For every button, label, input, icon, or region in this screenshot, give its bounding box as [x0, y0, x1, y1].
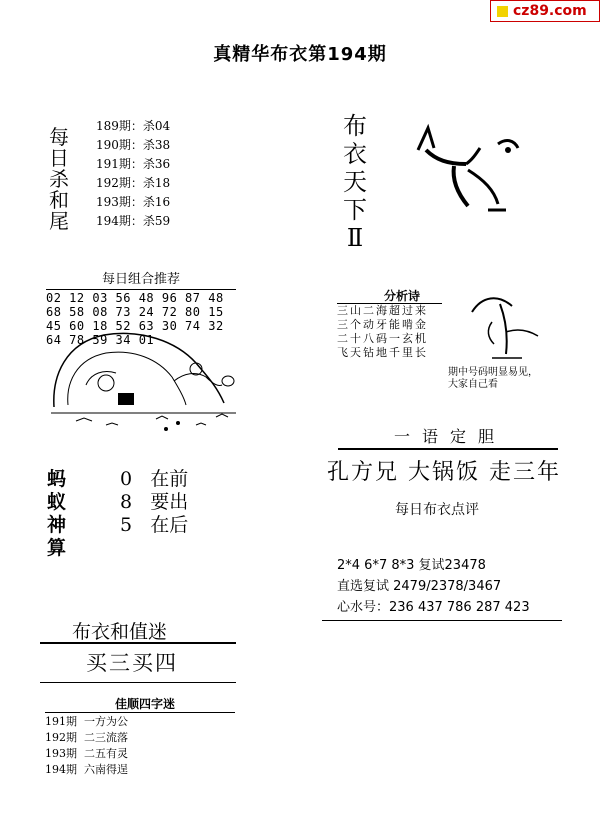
poem-note-line: 期中号码明显易见，	[448, 367, 538, 378]
snail-list	[120, 468, 188, 537]
daily-kill-list	[96, 117, 170, 231]
divider	[45, 712, 235, 713]
riddle-text: 一方为公	[84, 715, 128, 728]
vertical-char: 尾	[49, 209, 69, 233]
picks-line: 直选复试 2479/2378/3467	[337, 579, 502, 594]
poem-line: 飞天钻地千里长	[337, 346, 428, 359]
vertical-char: 下	[343, 196, 367, 224]
plant-sketch-illustration	[462, 292, 552, 367]
ink-figure-illustration	[408, 120, 528, 216]
list-item	[120, 514, 188, 537]
picks-section	[337, 555, 530, 618]
poem-title: 分析诗	[383, 289, 420, 303]
combo-line: 45 60 18 52 63 30 74 32	[46, 319, 224, 333]
logo-square-icon	[497, 6, 508, 17]
vertical-char: 杀	[49, 167, 69, 191]
vertical-char: Ⅱ	[346, 224, 364, 252]
vertical-char: 衣	[343, 140, 367, 168]
list-item: 189期：杀04	[96, 119, 171, 133]
vertical-char: 和	[49, 188, 69, 212]
buyi-tianxia-label	[340, 112, 370, 252]
divider	[40, 682, 236, 683]
divider	[322, 620, 562, 621]
list-item: 192期：杀18	[96, 176, 171, 190]
list-item: 191期：杀36	[96, 157, 171, 171]
hezhi-answer: 买三买四	[86, 651, 178, 675]
combo-line: 68 58 08 73 24 72 80 15	[46, 305, 224, 319]
list-item	[120, 468, 188, 491]
list-item	[120, 491, 188, 514]
list-item	[45, 746, 128, 762]
snail-text: 要出	[150, 491, 189, 513]
poem-line: 三个动牙能啃金	[337, 318, 428, 331]
divider	[338, 448, 558, 450]
combo-line: 64 78 59 34 01	[46, 333, 155, 347]
list-item: 194期：杀59	[96, 214, 171, 228]
vertical-char: 蚁	[47, 491, 67, 513]
period-label: 192期	[45, 731, 77, 744]
watermark-text: cz89.com	[513, 3, 587, 19]
snail-number: 5	[120, 514, 133, 536]
four-char-title: 佳顺四字迷	[114, 697, 175, 711]
poem-note	[448, 367, 538, 391]
poem-line: 三山二海超过来	[337, 304, 428, 317]
poem-note-line: 大家自己看	[448, 379, 498, 390]
list-item: 190期：杀38	[96, 138, 171, 152]
daily-kill-vertical-label	[48, 127, 70, 232]
one-word-line: 孔方兄 大锅饭 走三年	[327, 460, 561, 485]
period-label: 194期	[45, 763, 77, 776]
vertical-char: 日	[49, 146, 69, 170]
vertical-char: 天	[343, 168, 367, 196]
riddle-text: 二五有灵	[84, 747, 128, 760]
snail-text: 在后	[150, 514, 189, 536]
daily-review-title: 每日布衣点评	[395, 502, 479, 518]
vertical-char: 蚂	[47, 468, 67, 490]
watermark-logo	[490, 0, 600, 22]
snail-number: 0	[120, 468, 133, 490]
combo-title: 每日组合推荐	[101, 272, 180, 287]
poem-lines	[337, 303, 442, 360]
riddle-text: 二三流落	[84, 731, 128, 744]
one-word-title: 一语定胆	[393, 427, 506, 446]
vertical-char: 算	[47, 537, 67, 559]
snail-vertical-label	[47, 468, 71, 559]
snail-text: 在前	[150, 468, 189, 490]
list-item	[45, 730, 128, 746]
picks-line: 2*4 6*7 8*3 复试23478	[337, 558, 486, 573]
page-title: 真精华布衣第194期	[213, 44, 387, 65]
vertical-char: 神	[47, 514, 67, 536]
poem-line: 二十八码一玄机	[337, 332, 428, 345]
list-item	[45, 714, 128, 730]
four-char-list	[45, 714, 128, 778]
cave-illustration	[46, 325, 246, 435]
vertical-char: 布	[343, 112, 367, 140]
list-item: 193期：杀16	[96, 195, 171, 209]
period-label: 193期	[45, 747, 77, 760]
hezhi-title: 布衣和值迷	[72, 621, 168, 643]
riddle-text: 六南得逞	[84, 763, 128, 776]
divider	[40, 642, 236, 644]
vertical-char: 每	[49, 125, 69, 149]
snail-number: 8	[120, 491, 133, 513]
list-item	[45, 762, 128, 778]
picks-line: 心水号：236 437 786 287 423	[337, 600, 530, 615]
period-label: 191期	[45, 715, 77, 728]
combo-line: 02 12 03 56 48 96 87 48	[46, 291, 224, 305]
